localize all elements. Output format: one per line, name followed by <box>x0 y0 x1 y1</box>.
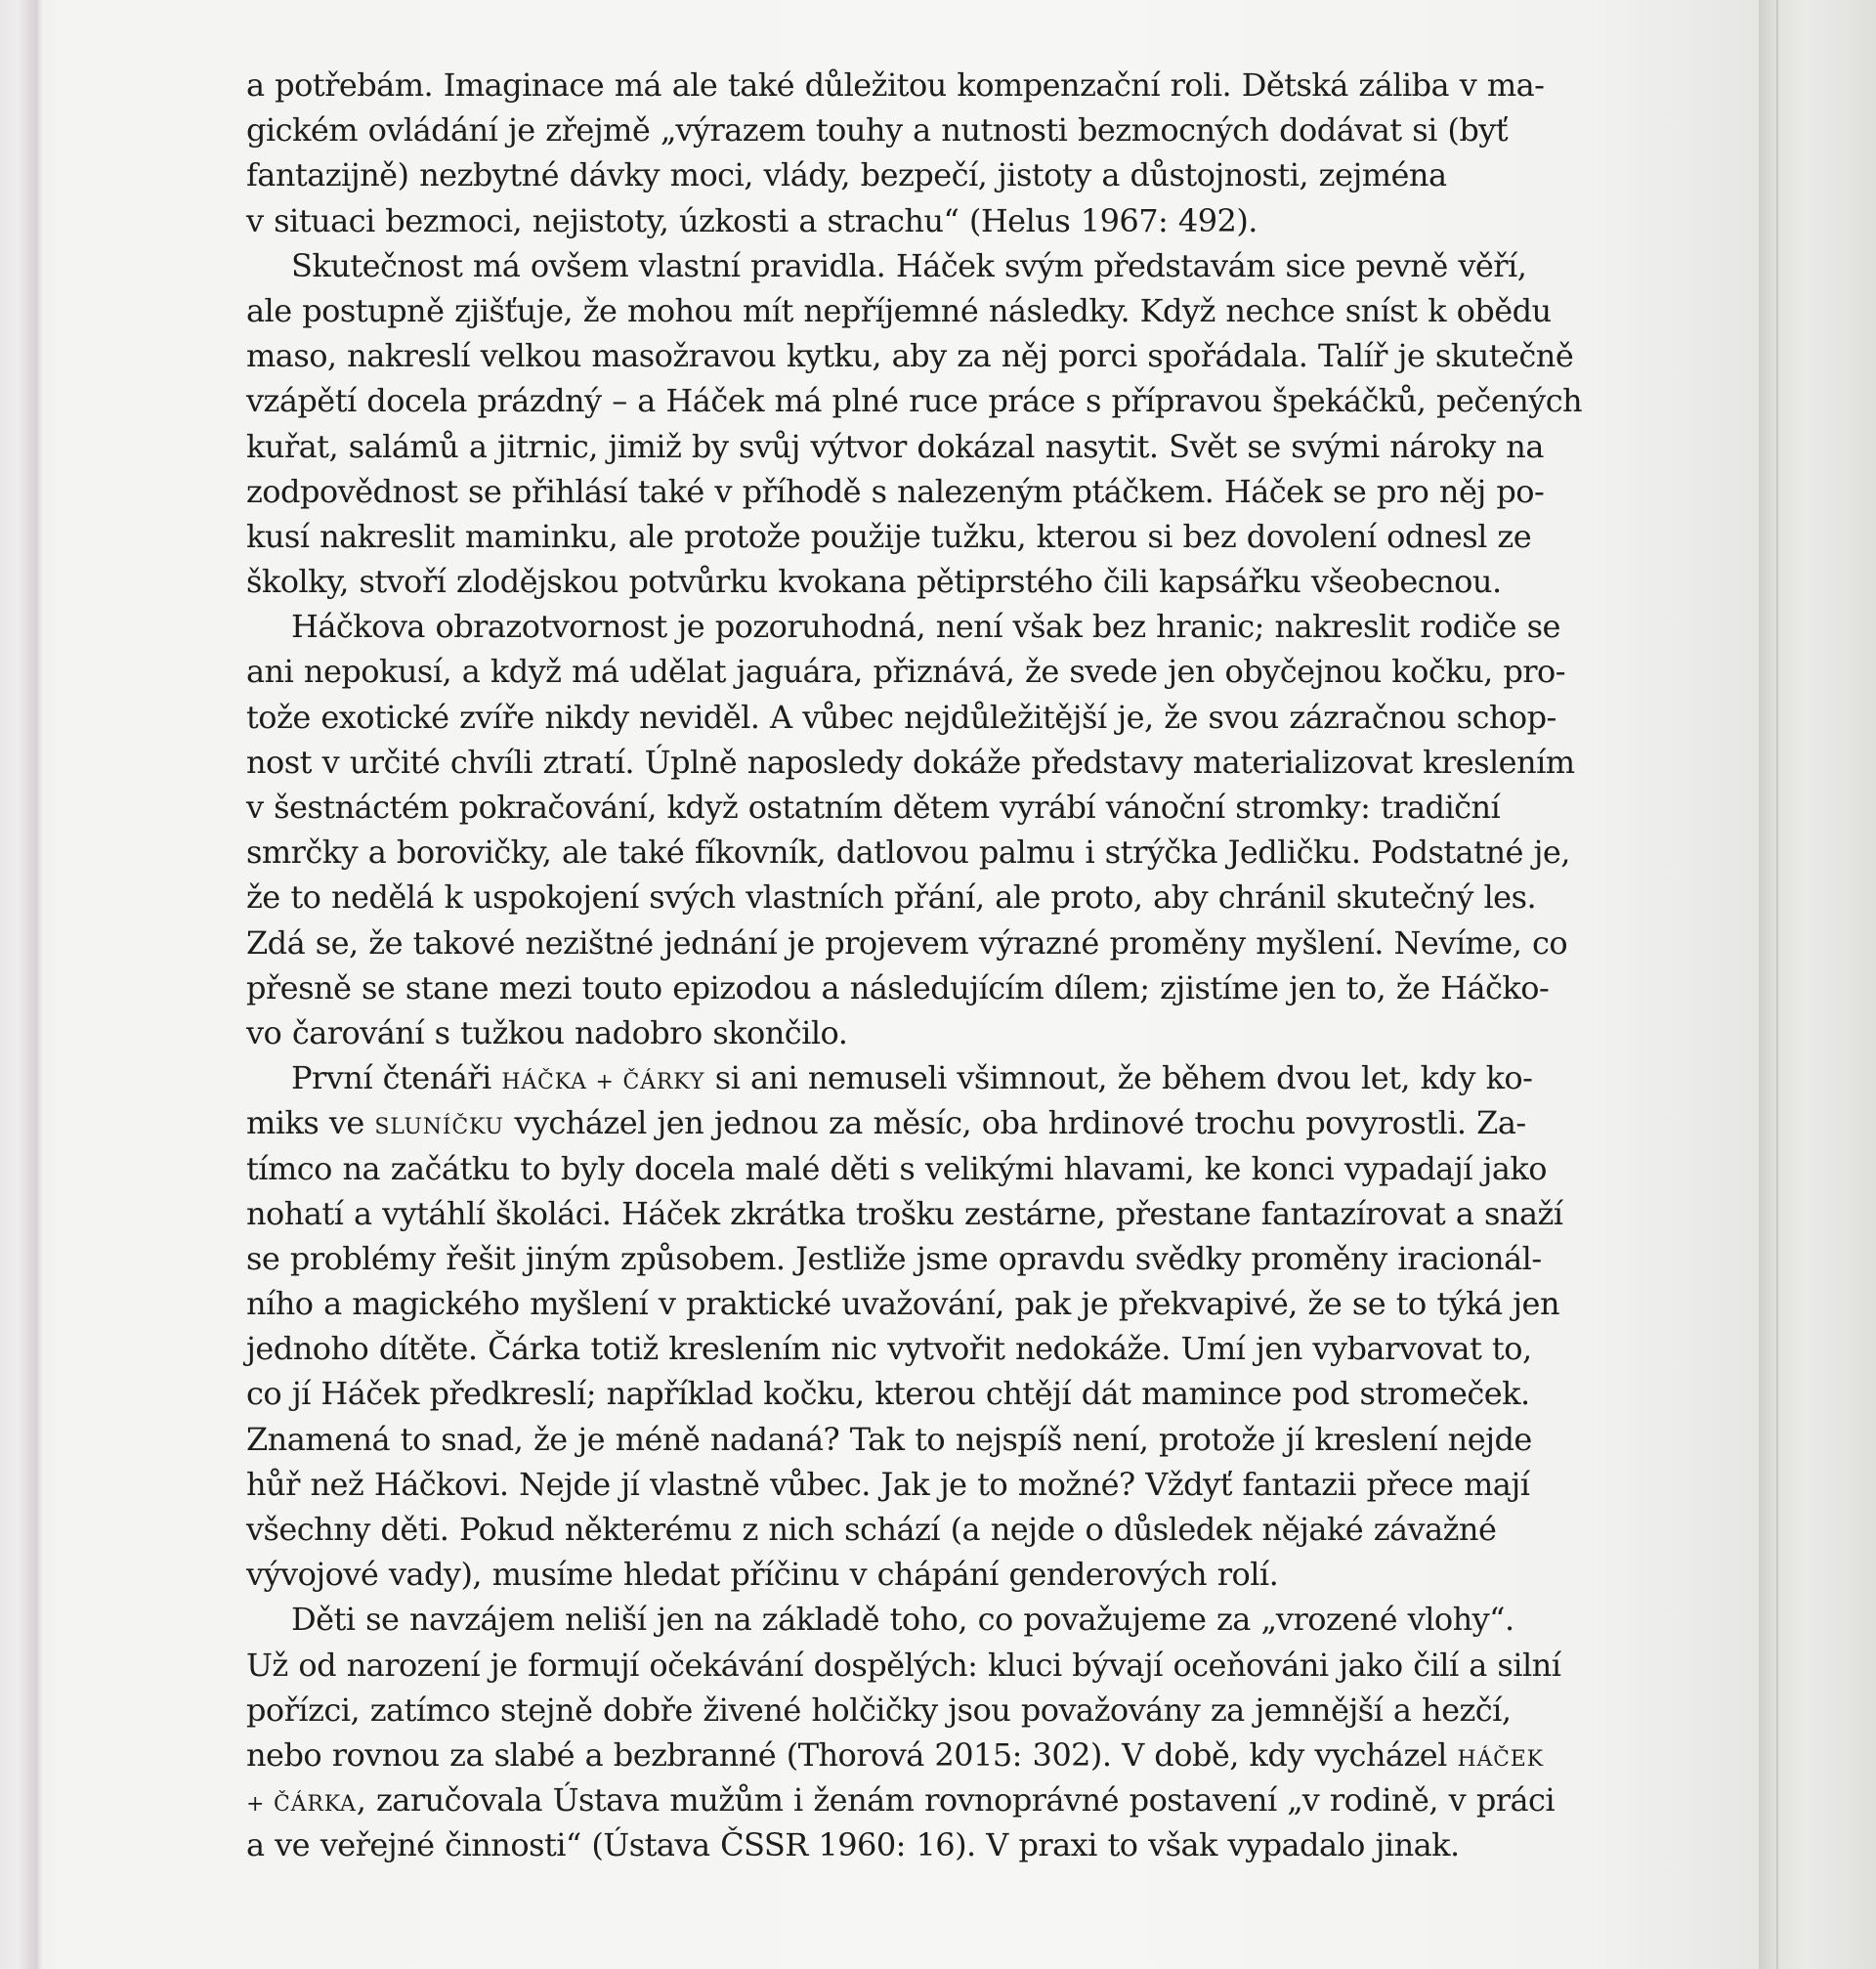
text-line: tímco na začátku to byly docela malé děti s velikými hlavami, ke konci vypadají jako <box>246 1149 1547 1187</box>
text-line: co jí Háček předkreslí; například kočku, kterou chtějí dát mamince pod stromeček. <box>246 1375 1530 1413</box>
text-run: nebo rovnou za slabé a bezbranné (Thorová 2015: 302). V době, kdy vycházel <box>246 1735 1458 1774</box>
title-smallcaps: SLUNÍČKU <box>374 1115 504 1140</box>
text-run: vycházel jen jednou za měsíc, oba hrdinové trochu povyrostli. Za- <box>503 1104 1526 1142</box>
text-line: Už od narození je formují očekávání dospělých: kluci bývají oceňováni jako čilí a silní <box>246 1646 1561 1684</box>
text-line: v situaci bezmoci, nejistoty, úzkosti a strachu“ (Helus 1967: 492). <box>246 201 1258 239</box>
title-smallcaps: HÁČKA + ČÁRKY <box>501 1070 705 1095</box>
text-line: školky, stvoří zlodějskou potvůrku kvokana pětiprstého čili kapsářku všeobecnou. <box>246 563 1502 601</box>
text-line: hůř než Háčkovi. Nejde jí vlastně vůbec. Jak je to možné? Vždyť fantazii přece mají <box>246 1465 1530 1503</box>
text-line: Děti se navzájem neliší jen na základě toho, co považujeme za „vrozené vlohy“. <box>291 1601 1514 1639</box>
text-line: vzápětí docela prázdný – a Háček má plné ruce práce s přípravou špekáčků, pečených <box>246 382 1583 420</box>
title-smallcaps: HÁČEK <box>1457 1746 1544 1772</box>
text-line: pořízci, zatímco stejně dobře živené holčičky jsou považovány za jemnější a hezčí, <box>246 1691 1512 1729</box>
text-line <box>246 1777 1556 1822</box>
text-line: ani nepokusí, a když má udělat jaguára, přiznává, že svede jen obyčejnou kočku, pro- <box>246 653 1566 691</box>
text-line <box>246 1733 1544 1777</box>
text-line: fantazijně) nezbytné dávky moci, vlády, bezpečí, jistoty a důstojnosti, zejména <box>246 156 1447 194</box>
text-line: Znamená to snad, že je méně nadaná? Tak to nejspíš není, protože jí kreslení nejde <box>246 1420 1532 1458</box>
text-line: přesně se stane mezi touto epizodou a následujícím dílem; zjistíme jen to, že Háčko- <box>246 968 1550 1006</box>
text-line <box>246 1100 1526 1145</box>
text-line: nohatí a vytáhlí školáci. Háček zkrátka trošku zestárne, přestane fantazírovat a snaží <box>246 1194 1563 1232</box>
book-gutter <box>1759 0 1876 1969</box>
text-line: v šestnáctém pokračování, když ostatním dětem vyrábí vánoční stromky: tradiční <box>246 789 1501 826</box>
text-line: že to nedělá k uspokojení svých vlastních přání, ale proto, aby chránil skutečný les. <box>246 878 1537 917</box>
book-left-edge <box>0 0 59 1969</box>
text-line: Skutečnost má ovšem vlastní pravidla. Háček svým představám sice pevně věří, <box>291 246 1527 284</box>
text-line: maso, nakreslí velkou masožravou kytku, aby za něj porci spořádala. Talíř je skutečně <box>246 337 1574 375</box>
text-line: Háčkova obrazotvornost je pozoruhodná, není však bez hranic; nakreslit rodiče se <box>291 608 1560 646</box>
text-line: smrčky a borovičky, ale také fíkovník, datlovou palmu i strýčka Jedličku. Podstatné je, <box>246 834 1570 872</box>
text-line: tože exotické zvíře nikdy neviděl. A vůbec nejdůležitější je, že svou zázračnou schop- <box>246 698 1556 736</box>
text-line: zodpovědnost se přihlásí také v příhodě s nalezeným ptáčkem. Háček se pro něj po- <box>246 472 1545 510</box>
text-line: ale postupně zjišťuje, že mohou mít nepříjemné následky. Když nechce sníst k obědu <box>246 291 1552 329</box>
text-run: miks ve <box>246 1104 375 1142</box>
text-line: jednoho dítěte. Čárka totiž kreslením nic vytvořit nedokáže. Umí jen vybarvovat to, <box>246 1330 1532 1368</box>
text-line: gickém ovládání je zřejmě „výrazem touhy a nutnosti bezmocných dodávat si (byť <box>246 111 1509 150</box>
text-line: všechny děti. Pokud některému z nich schází (a nejde o důsledek nějaké závažné <box>246 1511 1497 1548</box>
body-text <box>246 63 1583 1868</box>
text-line: Zdá se, že takové nezištné jednání je projevem výrazné proměny myšlení. Nevíme, co <box>246 923 1568 962</box>
text-line <box>246 1055 1533 1100</box>
text-line: a potřebám. Imaginace má ale také důležitou kompenzační roli. Dětská záliba v ma- <box>246 66 1545 104</box>
text-line: se problémy řešit jiným způsobem. Jestliže jsme opravdu svědky proměny iracionál- <box>246 1239 1542 1277</box>
text-line: kuřat, salámů a jitrnic, jimiž by svůj výtvor dokázal nasytit. Svět se svými nároky na <box>246 427 1544 465</box>
title-smallcaps: + ČÁRKA <box>246 1792 357 1818</box>
text-run: , zaručovala Ústava mužům i ženám rovnoprávné postavení „v rodině, v práci <box>356 1781 1556 1819</box>
text-line: nost v určité chvíli ztratí. Úplně naposledy dokáže představy materializovat kreslením <box>246 743 1575 781</box>
text-run: První čtenáři <box>291 1059 502 1097</box>
text-run: si ani nemuseli všimnout, že během dvou let, kdy ko- <box>704 1059 1533 1097</box>
text-line: kusí nakreslit maminku, ale protože použije tužku, kterou si bez dovolení odnesl ze <box>246 517 1532 555</box>
text-line: ního a magického myšlení v praktické uvažování, pak je překvapivé, že se to týká jen <box>246 1285 1560 1323</box>
text-line: vývojové vady), musíme hledat příčinu v chápání genderových rolí. <box>246 1556 1279 1594</box>
text-line: a ve veřejné činnosti“ (Ústava ČSSR 1960: 16). V praxi to však vypadalo jinak. <box>246 1826 1460 1864</box>
text-line: vo čarování s tužkou nadobro skončilo. <box>246 1013 848 1051</box>
